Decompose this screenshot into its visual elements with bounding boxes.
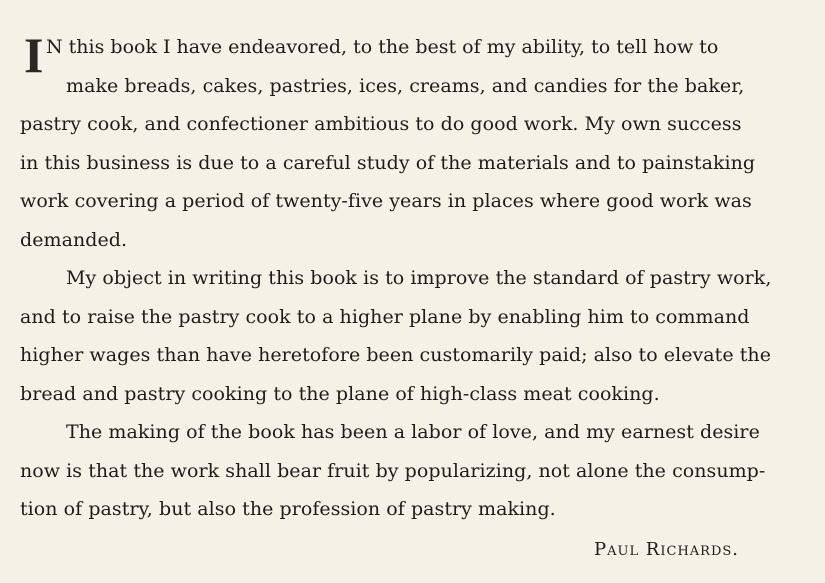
paragraph-1 (20, 28, 791, 259)
paragraph-2-line-2: and to raise the pastry cook to a higher plane by enabling him to command (20, 305, 750, 328)
paragraph-3 (20, 413, 791, 529)
paragraph-2-line-3: higher wages than have heretofore been customarily paid; also to elevate the (20, 344, 772, 366)
paragraph-1-line-2: make breads, cakes, pastries, ices, creams, and candies for the baker, (66, 74, 745, 97)
paragraph-1-line-5: work covering a period of twenty-five years in places where good work was (20, 190, 752, 212)
paragraph-1-line-6: demanded. (20, 228, 128, 251)
paragraph-3-line-1: The making of the book has been a labor of love, and my earnest desire (66, 421, 760, 443)
paragraph-2-line-4: bread and pastry cooking to the plane of high-class meat cooking. (20, 382, 660, 405)
paragraph-1-line-1 (20, 27, 791, 83)
author-signature: Paul Richards. (594, 539, 740, 560)
paragraph-1-line-1-text: N this book I have endeavored, to the best of my ability, to tell how to (46, 36, 719, 58)
paragraph-2 (20, 259, 791, 413)
paragraph-3-line-3: tion of pastry, but also the profession of pastry making. (20, 498, 556, 520)
paragraph-1-line-4: in this business is due to a careful study of the materials and to painstaking (20, 151, 756, 174)
paragraph-2-line-1: My object in writing this book is to improve the standard of pastry work, (66, 267, 772, 289)
paragraph-3-line-2: now is that the work shall bear fruit by popularizing, not alone the consump- (20, 459, 766, 482)
paragraph-1-line-3: pastry cook, and confectioner ambitious to do good work. My own success (20, 113, 742, 135)
drop-cap: I (24, 27, 44, 83)
